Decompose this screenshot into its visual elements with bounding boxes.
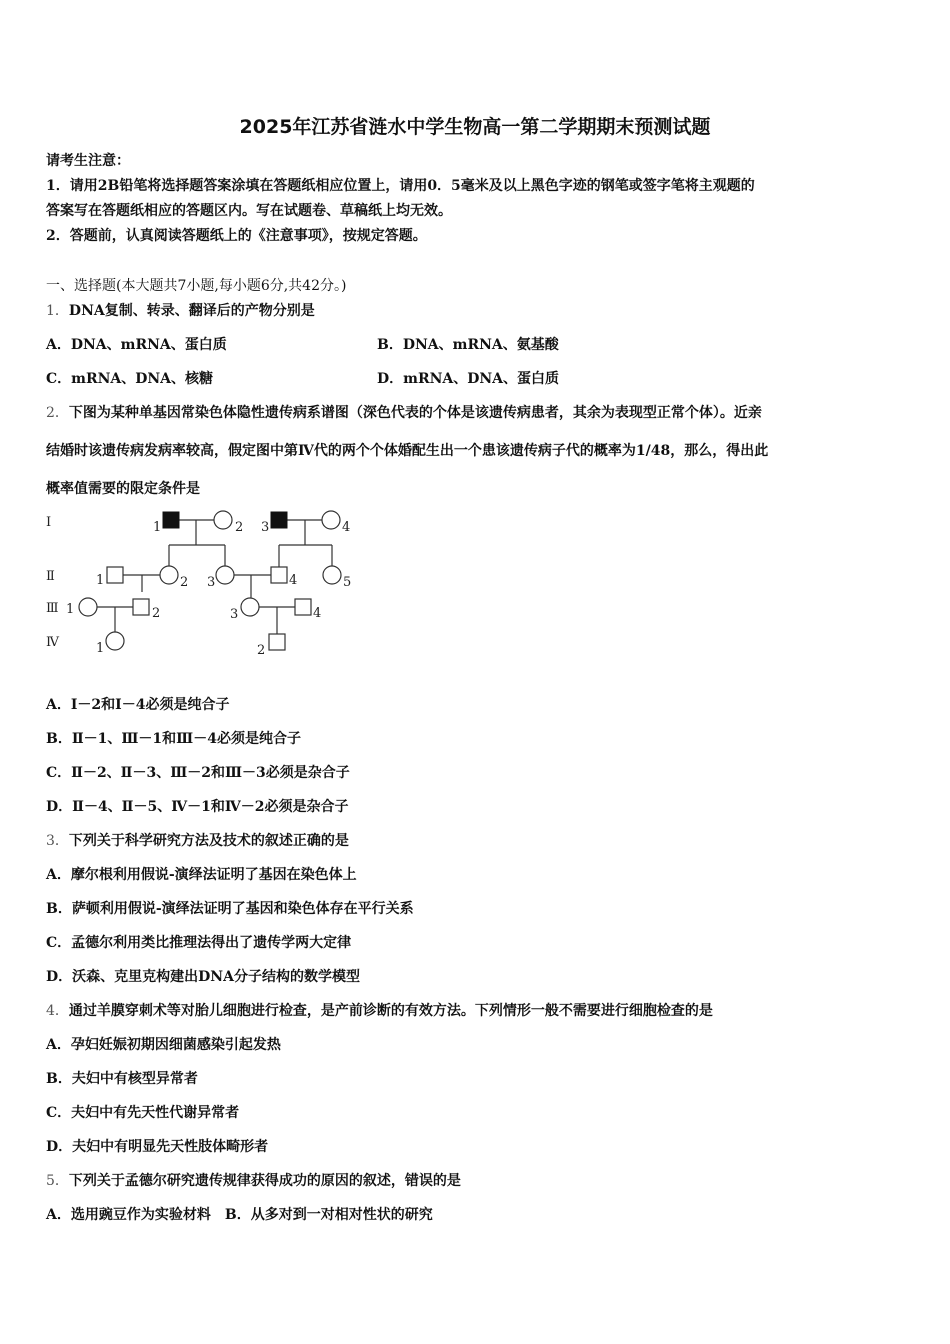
question-5-stem: 下列关于孟德尔研究遗传规律获得成功的原因的叙述，错误的是: [68, 1173, 461, 1189]
individual-number: 3: [230, 607, 239, 622]
normal-female: [79, 598, 97, 616]
question-5-number: 5．: [46, 1173, 69, 1189]
section-heading: 一、选择题(本大题共7小题,每小题6分,共42分。): [46, 278, 347, 294]
normal-female: [216, 566, 234, 584]
q3-option-a[interactable]: A．摩尔根利用假说-演绎法证明了基因在染色体上: [46, 867, 357, 883]
question-1: [46, 301, 315, 321]
question-3-number: 3．: [46, 833, 69, 849]
page-title: 2025年江苏省涟水中学生物高一第二学期期末预测试题: [239, 116, 711, 138]
normal-female: [323, 566, 341, 584]
q2-option-c[interactable]: C．Ⅱ－2、Ⅱ－3、Ⅲ－2和Ⅲ－3必须是杂合子: [46, 765, 350, 781]
q4-option-c[interactable]: C．夫妇中有先天性代谢异常者: [46, 1105, 240, 1121]
question-4-number: 4．: [46, 1003, 69, 1019]
individual-number: 4: [342, 520, 351, 535]
normal-female: [214, 511, 232, 529]
normal-male: [271, 567, 287, 583]
q2-option-b[interactable]: B．Ⅱ－1、Ⅲ－1和Ⅲ－4必须是纯合子: [46, 731, 301, 747]
q4-option-b[interactable]: B．夫妇中有核型异常者: [46, 1071, 198, 1087]
q3-option-b[interactable]: B．萨顿利用假说-演绎法证明了基因和染色体存在平行关系: [46, 901, 414, 917]
notice-line-1b: 答案写在答题纸相应的答题区内。写在试题卷、草稿纸上均无效。: [46, 203, 452, 219]
q4-option-d[interactable]: D．夫妇中有明显先天性肢体畸形者: [46, 1139, 269, 1155]
question-2: [46, 403, 762, 423]
normal-male: [269, 634, 285, 650]
question-2-stem-1: 下图为某种单基因常染色体隐性遗传病系谱图（深色代表的个体是该遗传病患者，其余为表现型正常个体）。近亲: [68, 405, 762, 421]
question-2-stem-2: 结婚时该遗传病发病率较高，假定图中第Ⅳ代的两个个体婚配生出一个患该遗传病子代的概率为1/48，那么，得出此: [46, 443, 769, 459]
individual-number: 3: [261, 520, 270, 535]
question-1-stem: DNA复制、转录、翻译后的产物分别是: [68, 303, 315, 319]
q1-option-d[interactable]: D．mRNA、DNA、蛋白质: [377, 371, 560, 387]
q4-option-a[interactable]: A．孕妇妊娠初期因细菌感染引起发热: [46, 1037, 281, 1053]
pedigree-chart: [0, 500, 400, 670]
generation-label-2: Ⅱ: [46, 569, 55, 584]
individual-number: 5: [343, 575, 352, 590]
q2-option-a[interactable]: A．Ⅰ－2和Ⅰ－4必须是纯合子: [46, 697, 230, 713]
individual-number: 2: [235, 520, 244, 535]
q5-options-a-b[interactable]: A．选用豌豆作为实验材料 B．从多对到一对相对性状的研究: [46, 1207, 433, 1223]
normal-male: [295, 599, 311, 615]
normal-female: [106, 632, 124, 650]
individual-number: 2: [152, 606, 161, 621]
question-3-stem: 下列关于科学研究方法及技术的叙述正确的是: [68, 833, 349, 849]
individual-number: 1: [96, 573, 105, 588]
question-4: [46, 1001, 713, 1021]
individual-number: 1: [66, 602, 75, 617]
question-3: [46, 831, 349, 851]
notice-heading: 请考生注意：: [46, 153, 130, 169]
question-2-number: 2．: [46, 405, 69, 421]
generation-label-4: Ⅳ: [46, 635, 59, 650]
q3-option-d[interactable]: D．沃森、克里克构建出DNA分子结构的数学模型: [46, 969, 360, 985]
q3-option-c[interactable]: C．孟德尔利用类比推理法得出了遗传学两大定律: [46, 935, 352, 951]
notice-line-1a: 1．请用2B铅笔将选择题答案涂填在答题纸相应位置上，请用0．5毫米及以上黑色字迹的钢笔或签字笔将主观题的: [46, 178, 755, 194]
generation-label-3: Ⅲ: [46, 601, 59, 616]
individual-number: 4: [289, 573, 298, 588]
individual-number: 1: [153, 520, 162, 535]
normal-female: [322, 511, 340, 529]
normal-female: [241, 598, 259, 616]
q1-option-b[interactable]: B．DNA、mRNA、氨基酸: [377, 337, 559, 353]
individual-number: 2: [180, 575, 189, 590]
normal-male: [133, 599, 149, 615]
individual-number: 2: [257, 643, 266, 658]
normal-male: [107, 567, 123, 583]
question-1-number: 1．: [46, 303, 69, 319]
q1-option-c[interactable]: C．mRNA、DNA、核糖: [46, 371, 214, 387]
individual-number: 1: [96, 641, 105, 656]
question-5: [46, 1171, 461, 1191]
normal-female: [160, 566, 178, 584]
affected-male: [163, 512, 179, 528]
question-2-stem-3: 概率值需要的限定条件是: [46, 481, 200, 497]
individual-number: 3: [207, 575, 216, 590]
generation-label-1: Ⅰ: [46, 515, 52, 530]
affected-male: [271, 512, 287, 528]
q2-option-d[interactable]: D．Ⅱ－4、Ⅱ－5、Ⅳ－1和Ⅳ－2必须是杂合子: [46, 799, 349, 815]
q1-option-a[interactable]: A．DNA、mRNA、蛋白质: [46, 337, 227, 353]
individual-number: 4: [313, 606, 322, 621]
notice-line-2: 2．答题前，认真阅读答题纸上的《注意事项》，按规定答题。: [46, 228, 427, 244]
question-4-stem: 通过羊膜穿刺术等对胎儿细胞进行检查，是产前诊断的有效方法。下列情形一般不需要进行细胞检查的是: [68, 1003, 713, 1019]
